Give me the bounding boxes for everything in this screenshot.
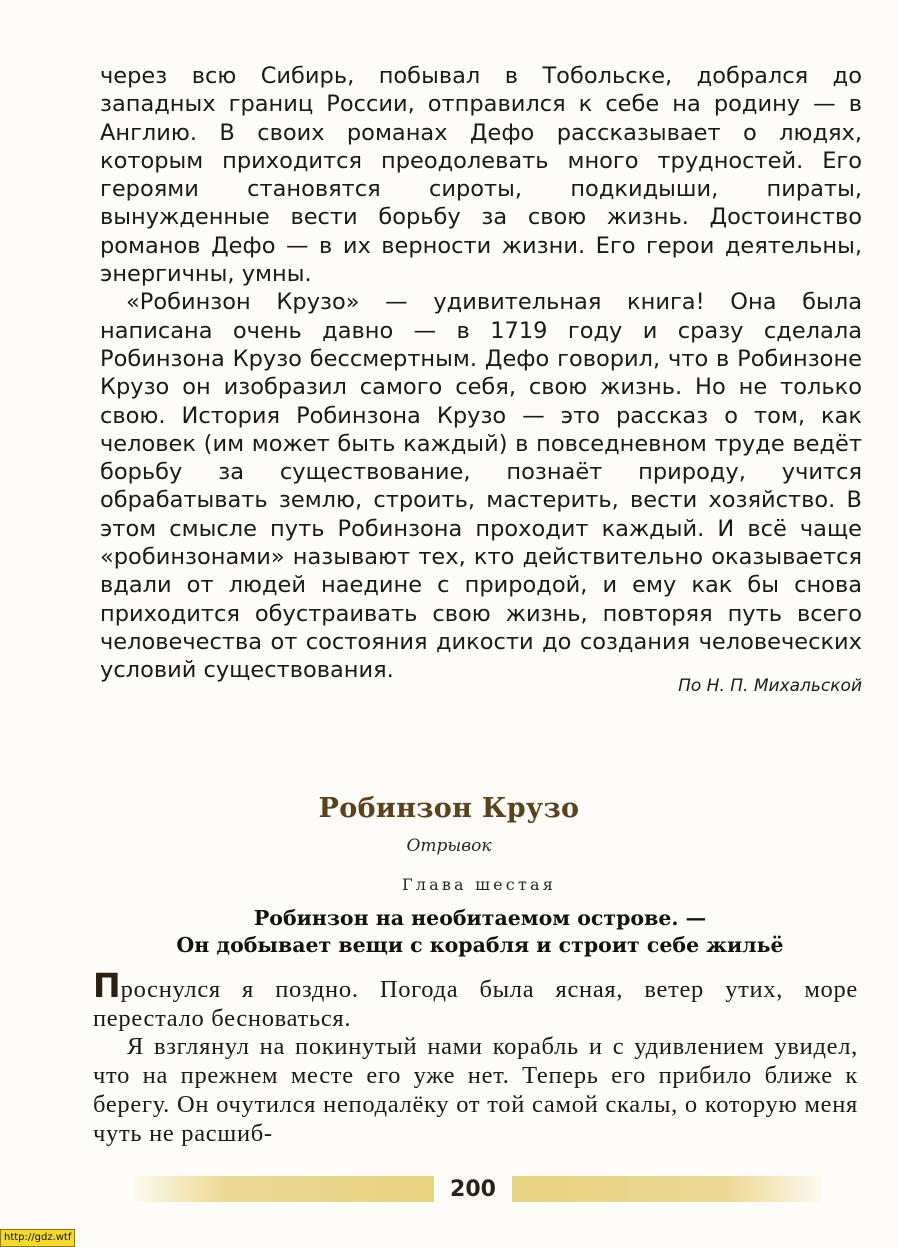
footer-decoration-left — [134, 1176, 434, 1202]
intro-paragraph-2: «Робинзон Крузо» — удивительная книга! Она была написана очень давно — в 1719 году и сразу сделала Робинзона Крузо бессмертным. Дефо говорил, что в Робинзоне Крузо он изобразил самого себя, свою жизнь. Но не только свою. История Робинзона Крузо — это рассказ о том, как человек (им может быть каждый) в повседневном труде ведёт борьбу за существование, познаёт природу, учится обрабатывать землю, строить, мастерить, вести хозяйство. В этом смысле путь Робинзона проходит каждый. И всё чаще «робинзонами» называют тех, кто действительно оказывается вдали от людей наедине с природой, и ему как бы снова приходится обустраивать свою жизнь, повторяя путь всего человечества от состояния дикости до создания человеческих условий существования. — [100, 289, 862, 684]
intro-paragraph-1: через всю Сибирь, побывал в Тобольске, добрался до западных границ России, отправился к себе на родину — в Англию. В своих романах Дефо рассказывает о людях, которым приходится преодолевать много трудностей. Его героями становятся сироты, подкидыши, пираты, вынужденные вести борьбу за свою жизнь. Достоинство романов Дефо — в их верности жизни. Его герои деятельны, энергичны, умны. — [100, 63, 862, 288]
story-paragraph-1-text: роснулся я поздно. Погода была ясная, ветер утих, море перестало бесноваться. — [93, 976, 858, 1032]
intro-text — [100, 62, 862, 685]
chapter-label: Глава шестая — [401, 875, 557, 894]
chapter-heading — [60, 905, 898, 959]
page-number: 200 — [450, 1177, 496, 1202]
story-subtitle: Отрывок — [406, 836, 492, 856]
chapter-heading-line-2: Он добывает вещи с корабля и строит себе жильё — [176, 933, 784, 957]
story-paragraph-2: Я взглянул на покинутый нами корабль и с удивлением увидел, что на прежнем месте его уже нет. Теперь его прибило ближе к берегу. Он очутился неподалёку от той самой скалы, о которую меня чуть не расшиб- — [93, 1033, 858, 1147]
story-title: Робинзон Крузо — [318, 793, 580, 824]
attribution: По Н. П. Михальской — [678, 676, 862, 696]
chapter-heading-line-1: Робинзон на необитаемом острове. — — [253, 906, 707, 930]
footer-decoration-right — [512, 1176, 822, 1202]
story-text — [93, 966, 858, 1148]
drop-cap: П — [93, 966, 121, 1005]
story-paragraph-1 — [93, 966, 858, 1033]
watermark-link[interactable]: http://gdz.wtf — [0, 1229, 75, 1247]
